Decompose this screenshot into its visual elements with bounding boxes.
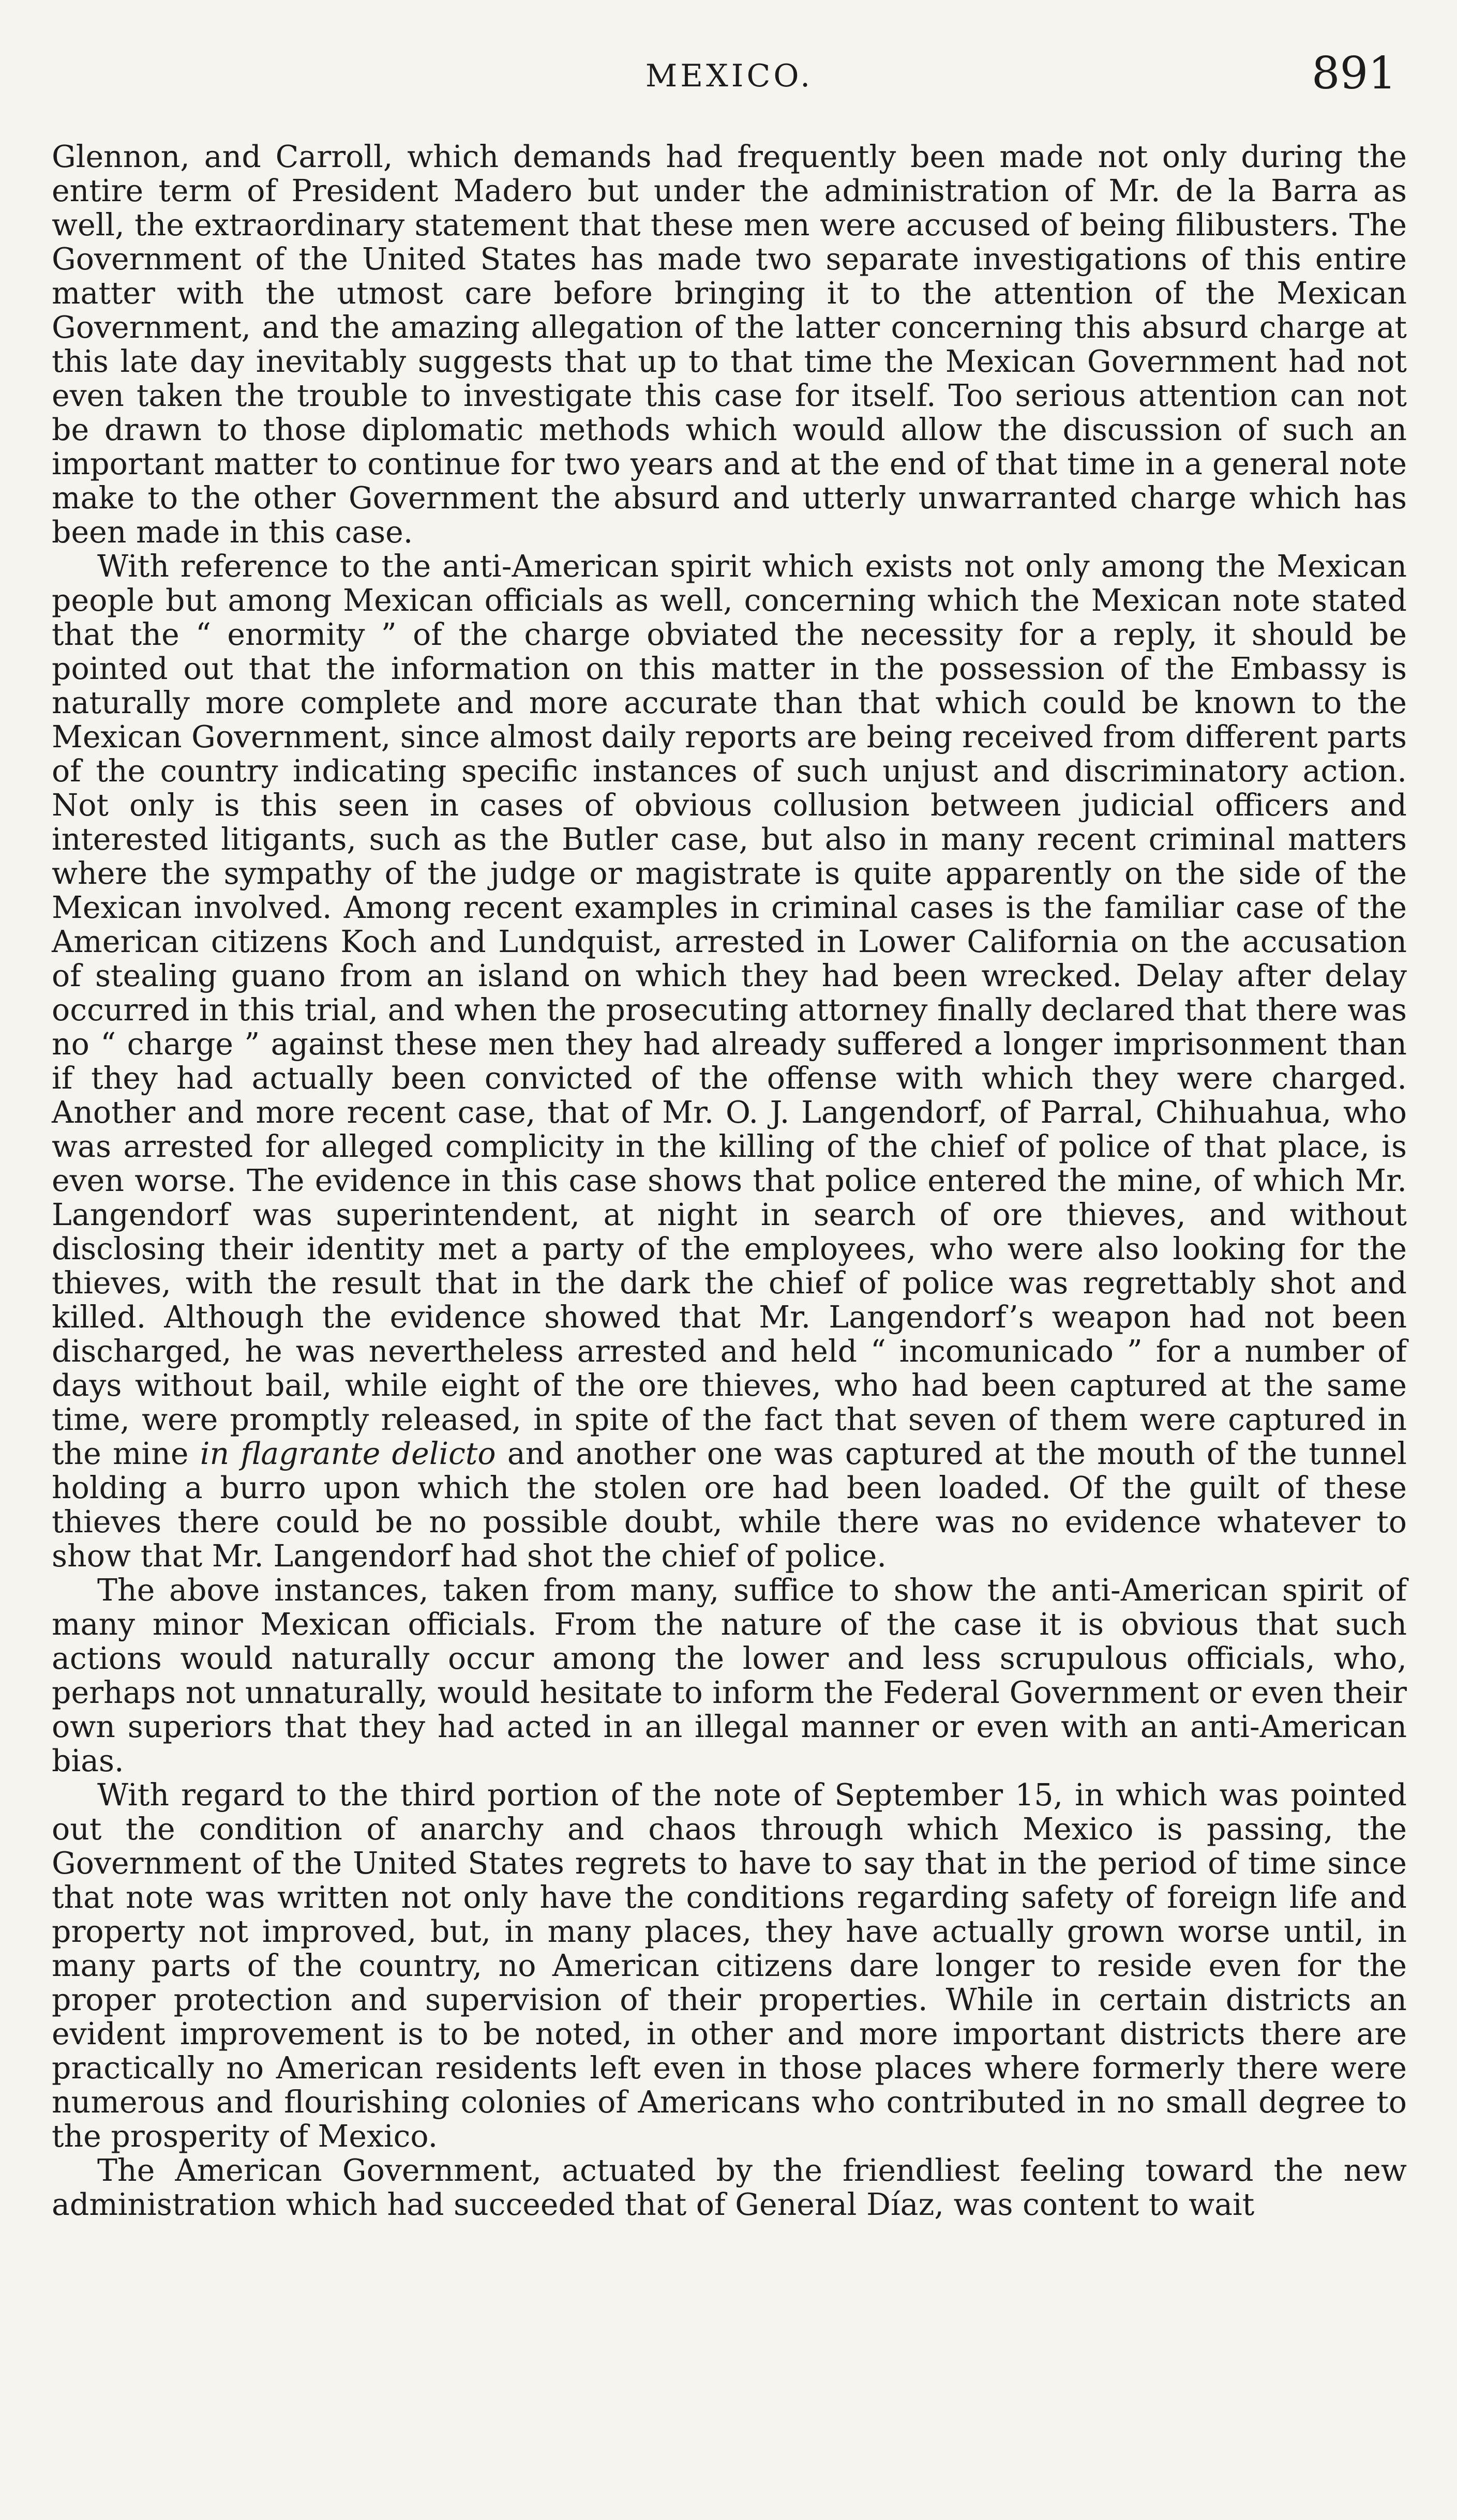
paragraph-1: Glennon, and Carroll, which demands had frequently been made not only during the entire term of President Madero but under the administration of Mr. de la Barra as well, the extraordinary statement that these men were accused of being filibusters. The Government of the United States has made two separate investigations of this entire matter with the utmost care before bringing it to the attention of the Mexican Government, and the amazing allegation of the latter concerning this absurd charge at this late day inevitably suggests that up to that time the Mexican Government had not even taken the trouble to investigate this case for itself. Too serious attention can not be drawn to those diplomatic methods which would allow the discussion of such an important matter to continue for two years and at the end of that time in a general note make to the other Government the absurd and utterly unwarranted charge which has been made in this case. (52, 139, 1407, 550)
paragraph-5: The American Government, actuated by the friendliest feeling toward the new administration which had succeeded that of General Díaz, was content to wait (52, 2153, 1407, 2222)
page-number: 891 (1311, 48, 1396, 99)
paragraph-2-text: With reference to the anti-American spirit which exists not only among the Mexican people but among Mexican officials as well, concerning which the Mexican note stated that the “ enormity ” of the charge obviated the necessity for a reply, it should be pointed out that the information on this matter in the possession of the Embassy is naturally more complete and more accurate than that which could be known to the Mexican Government, since almost daily reports are being received from different parts of the country indicating specific instances of such unjust and discriminatory action. Not only is this seen in cases of obvious collusion between judicial officers and interested litigants, such as the Butler case, but also in many recent criminal matters where the sympathy of the judge or magistrate is quite apparently on the side of the Mexican involved. Among recent examples in criminal cases is the familiar case of the American citizens Koch and Lundquist, arrested in Lower California on the accusation of stealing guano from an island on which they had been wrecked. Delay after delay occurred in this trial, and when the prosecuting attorney finally declared that there was no “ charge ” against these men they had already suffered a longer imprisonment than if they had actually been convicted of the offense with which they were charged. Another and more recent case, that of Mr. O. J. Langendorf, of Parral, Chihuahua, who was arrested for alleged complicity in the killing of the chief of police of that place, is even worse. The evidence in this case shows that police entered the mine, of which Mr. Langendorf was superintendent, at night in search of ore thieves, and without disclosing their identity met a party of the employees, who were also looking for the thieves, with the result that in the dark the chief of police was regrettably shot and killed. Although the evidence showed that Mr. Langendorf’s weapon had not been discharged, he was nevertheless arrested and held “ incomunicado ” for a number of days without bail, while eight of the ore thieves, who had been captured at the same time, were promptly released, in spite of the fact that seven of them were captured in the mine (52, 549, 1407, 1471)
paragraph-4: With regard to the third portion of the note of September 15, in which was pointed out the condition of anarchy and chaos through which Mexico is passing, the Government of the United States regrets to have to say that in the period of time since that note was written not only have the conditions regarding safety of foreign life and property not improved, but, in many places, they have actually grown worse until, in many parts of the country, no American citizens dare longer to reside even for the proper protection and supervision of their properties. While in certain districts an evident improvement is to be noted, in other and more important districts there are practically no American residents left even in those places where formerly there were numerous and flourishing colonies of Americans who contributed in no small degree to the prosperity of Mexico. (52, 1777, 1407, 2154)
paragraph-2 (52, 549, 1407, 1573)
paragraph-3: The above instances, taken from many, suffice to show the anti-American spirit of many minor Mexican officials. From the nature of the case it is obvious that such actions would naturally occur among the lower and less scrupulous officials, who, perhaps not unnaturally, would hesitate to inform the Federal Government or even their own superiors that they had acted in an illegal manner or even with an anti-American bias. (52, 1573, 1407, 1778)
page-header (52, 37, 1407, 115)
document-body (52, 140, 1407, 2222)
paragraph-2-italic-phrase: in flagrante delicto (200, 1436, 496, 1471)
running-title: MEXICO. (645, 58, 814, 94)
paragraph-2-text-after: and another one was captured at the mouth of the tunnel holding a burro upon which the stolen ore had been loaded. Of the guilt of these thieves there could be no possible doubt, while there was no evidence whatever to show that Mr. Langendorf had shot the chief of police. (52, 1436, 1407, 1574)
